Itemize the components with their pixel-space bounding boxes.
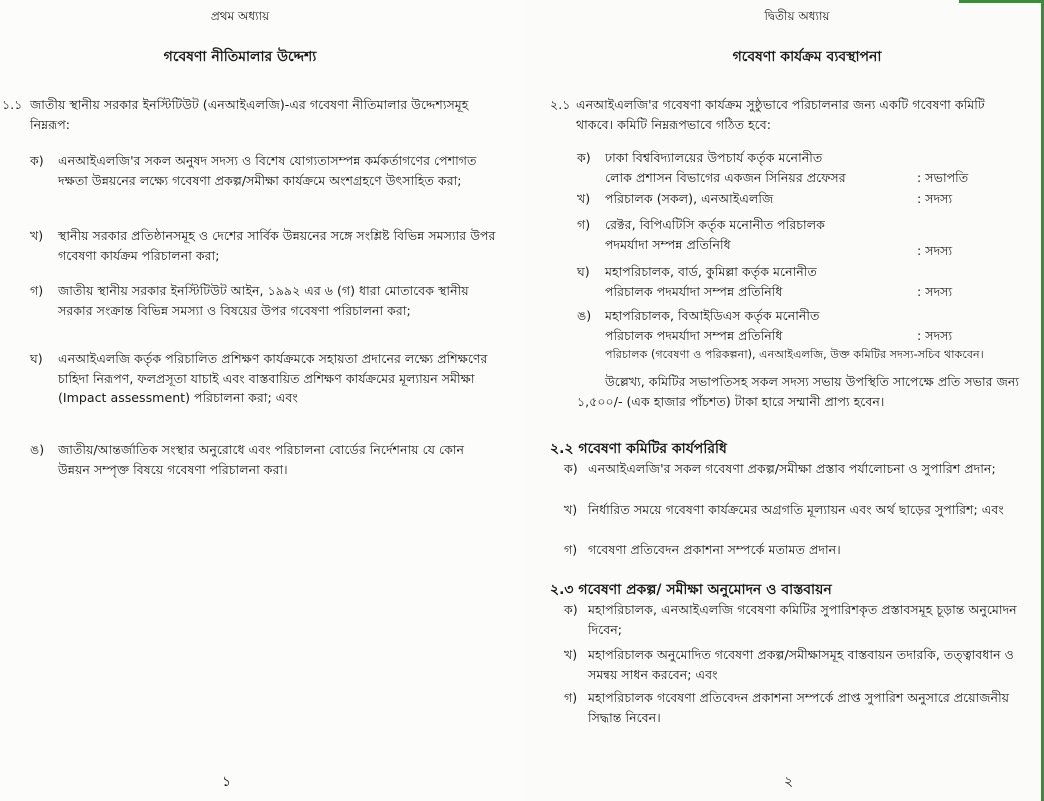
- committee-row: [577, 215, 1037, 258]
- list-item: [30, 281, 505, 341]
- section-heading: ২.২ গবেষণা কমিটির কার্যপরিধি: [550, 441, 727, 457]
- item-text: এনআইএলজি'র সকল অনুষদ সদস্য ও বিশেষ যোগ্যতাসম্পন্ন কর্মকর্তাগণের পেশাগত দক্ষতা উন্নয়নের লক্ষ্যে গবেষণা প্রকল্প/সমীক্ষা কার্যক্রমে অংশগ্রহণে উৎসাহিত করা;: [58, 153, 477, 188]
- item-text: জাতীয় স্থানীয় সরকার ইনস্টিটিউট আইন, ১৯৯২ এর ৬ (গ) ধারা মোতাবেক স্থানীয় সরকার সংক্রান্ত বিভিন্ন সমস্যা ও বিষয়ের উপর গবেষণা পরিচালনা করা;: [58, 283, 469, 318]
- item-marker: ঘ): [577, 264, 590, 279]
- right-page: [522, 0, 1044, 801]
- item-text: মহাপরিচালক অনুমোদিত গবেষণা প্রকল্প/সমীক্ষাসমূহ বাস্তবায়ন তদারকি, তত্ত্বাবধান ও সমন্বয় সাধন করবেন; এবং: [588, 647, 1014, 682]
- member-line: মহাপরিচালক, বিআইডিএস কর্তৃক মনোনীত: [605, 308, 820, 323]
- item-marker: ঙ): [30, 442, 45, 457]
- page-number: ১: [222, 774, 232, 790]
- item-text: মহাপরিচালক, এনআইএলজি গবেষণা কমিটির সুপারিশকৃত প্রস্তাবসমূহ চূড়ান্ত অনুমোদন দিবেন;: [588, 602, 1017, 637]
- member-line: পরিচালক পদমর্যাদা সম্পন্ন প্রতিনিধি: [605, 283, 783, 299]
- list-item: [564, 459, 1034, 499]
- member-line: পরিচালক (সকল), এনআইএলজি: [605, 191, 774, 206]
- member-line: লোক প্রশাসন বিভাগের একজন সিনিয়র প্রফেসর: [605, 169, 846, 185]
- member-role: : সদস্য: [917, 283, 953, 299]
- member-role: : সদস্য: [917, 243, 953, 258]
- committee-row: [577, 306, 1037, 346]
- cover-edge: [959, 0, 1044, 3]
- item-marker: গ): [564, 690, 578, 705]
- item-marker: খ): [564, 647, 578, 662]
- committee-row: [577, 189, 1037, 209]
- section-text: জাতীয় স্থানীয় সরকার ইনস্টিটিউট (এনআইএলজি)-এর গবেষণা নীতিমালার উদ্দেশ্যসমূহ নিম্নরূপ:: [30, 97, 469, 132]
- page-title: গবেষণা কার্যক্রম ব্যবস্থাপনা: [732, 49, 882, 65]
- item-text: এনআইএলজি'র সকল গবেষণা প্রকল্প/সমীক্ষা প্রস্তাব পর্যালোচনা ও সুপারিশ প্রদান;: [588, 461, 996, 476]
- section-text: এনআইএলজি'র গবেষণা কার্যক্রম সুষ্ঠুভাবে পরিচালনার জন্য একটি গবেষণা কমিটি থাকবে। কমিটি নিম্নরূপভাবে গঠিত হবে:: [576, 97, 985, 132]
- item-text: স্থানীয় সরকার প্রতিষ্ঠানসমূহ ও দেশের সার্বিক উন্নয়নের সঙ্গে সংশ্লিষ্ট বিভিন্ন সমস্যার উপর গবেষণা কার্যক্রম পরিচালনা করা;: [58, 228, 496, 263]
- list-item: [30, 349, 505, 429]
- item-text: নির্ধারিত সময়ে গবেষণা কার্যক্রমের অগ্রগতি মূল্যায়ন এবং অর্থ ছাড়ের সুপারিশ; এবং: [588, 502, 1004, 517]
- section-1-1: [0, 95, 500, 135]
- committee-row: [577, 148, 1037, 188]
- list-item: [564, 688, 1034, 728]
- list-item: [30, 151, 505, 211]
- item-marker: গ): [30, 283, 44, 298]
- chapter-label: দ্বিতীয় অধ্যায়: [764, 9, 830, 23]
- member-line: রেক্টর, বিপিএটিসি কর্তৃক মনোনীত পরিচালক: [605, 217, 825, 232]
- item-text: জাতীয়/আন্তর্জাতিক সংস্থার অনুরোধে এবং পরিচালনা বোর্ডের নির্দেশনায় যে কোন উন্নয়ন সম্পৃক্ত বিষয়ে গবেষণা পরিচালনা করা।: [58, 442, 465, 477]
- item-marker: খ): [564, 502, 578, 517]
- item-marker: খ): [577, 191, 591, 206]
- item-text: গবেষণা প্রতিবেদন প্রকাশনা সম্পর্কে মতামত প্রদান।: [588, 542, 841, 557]
- item-marker: গ): [577, 217, 591, 232]
- member-line: পরিচালক পদমর্যাদা সম্পন্ন প্রতিনিধি: [605, 327, 783, 343]
- section-number: ১.১: [2, 97, 23, 112]
- list-item: [564, 645, 1034, 685]
- item-marker: ক): [30, 153, 44, 168]
- item-marker: ঘ): [30, 351, 43, 366]
- section-2-1: [550, 95, 1020, 135]
- item-marker: ঙ): [577, 308, 592, 323]
- member-role: : সদস্য: [917, 191, 953, 206]
- list-item: [564, 540, 1034, 560]
- item-marker: গ): [564, 542, 578, 557]
- item-text: এনআইএলজি কর্তৃক পরিচালিত প্রশিক্ষণ কার্যক্রমকে সহায়তা প্রদানের লক্ষ্যে প্রশিক্ষণের চাহিদা নিরূপণ, ফলপ্রসূতা যাচাই এবং বাস্তবায়িত প্রশিক্ষণ কার্যক্রমের মূল্যায়ন সমীক্ষা (Impact assessment) পরিচালনা করা; এবং: [58, 351, 488, 405]
- page-number: ২: [784, 774, 794, 790]
- list-item: [30, 440, 505, 480]
- list-item: [564, 600, 1034, 640]
- member-line: মহাপরিচালক, বার্ড, কুমিল্লা কর্তৃক মনোনীত: [605, 264, 817, 279]
- page-title: গবেষণা নীতিমালার উদ্দেশ্য: [163, 49, 317, 65]
- secretary-note: পরিচালক (গবেষণা ও পরিকল্পনা), এনআইএলজি, উক্ত কমিটির সদস্য-সচিব থাকবেন।: [605, 348, 984, 361]
- item-marker: ক): [564, 602, 578, 617]
- section-number: ২.১: [550, 97, 571, 112]
- list-item: [30, 226, 505, 266]
- list-item: [564, 500, 1034, 540]
- member-role: : সভাপতি: [917, 169, 969, 185]
- chapter-label: প্রথম অধ্যায়: [210, 9, 270, 23]
- item-text: মহাপরিচালক গবেষণা প্রতিবেদন প্রকাশনা সম্পর্কে প্রাপ্ত সুপারিশ অনুসারে প্রয়োজনীয় সিদ্ধান্ত নিবেন।: [588, 690, 1010, 725]
- member-line: পদমর্যাদা সম্পন্ন প্রতিনিধি: [605, 236, 731, 252]
- member-role: : সদস্য: [917, 327, 953, 343]
- member-line: ঢাকা বিশ্ববিদ্যালয়ের উপচার্য কর্তৃক মনোনীত: [605, 150, 823, 165]
- section-heading: ২.৩ গবেষণা প্রকল্প/ সমীক্ষা অনুমোদন ও বাস্তবায়ন: [550, 582, 832, 598]
- honorarium-note: উল্লেখ্য, কমিটির সভাপতিসহ সকল সদস্য সভায় উপস্থিতি সাপেক্ষে প্রতি সভার জন্য ১,৫০০/- (এক হাজার পাঁচশত) টাকা হারে সম্মানী প্রাপ্য হবেন।: [577, 374, 1020, 409]
- committee-list: [577, 148, 1037, 348]
- item-marker: খ): [30, 228, 44, 243]
- item-marker: ক): [577, 150, 591, 165]
- committee-row: [577, 262, 1037, 302]
- item-marker: ক): [564, 461, 578, 476]
